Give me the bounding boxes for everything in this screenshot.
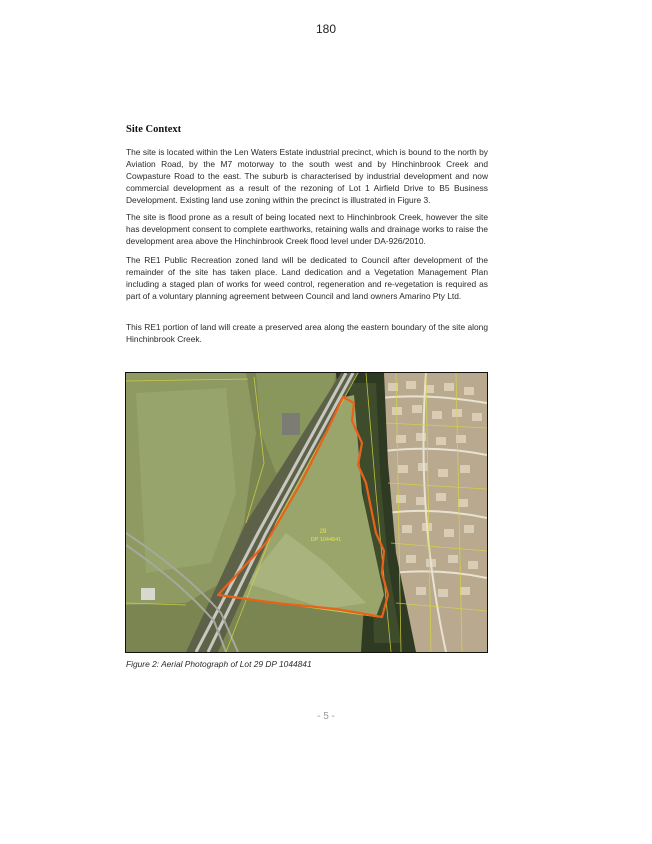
paragraph-1: The site is located within the Len Waters Estate industrial precinct, which is bound to the north by Aviation Road, by the M7 motorway to the south west and by Hinchinbrook Creek and Cowpasture Road to the east. The suburb is characterised by industrial development and now commercial development as a result of the rezoning of Lot 1 Airfield Drive to B5 Business Development. Existing land use zoning within the precinct is illustrated in Figure 3. — [126, 147, 488, 205]
page-footer: - 5 - — [317, 711, 335, 722]
building — [282, 413, 300, 435]
aerial-photograph — [125, 372, 488, 653]
lot-label-dp: DP 1044841 — [310, 537, 342, 543]
paragraph-3: The RE1 Public Recreation zoned land will be dedicated to Council after development of the remainder of the site has taken place. Land dedication and a Vegetation Management Plan including a staged plan of works for weed control, regeneration and re-vegetation is required as part of a voluntary planning agreement between Council and land owners Amarino Pty Ltd. — [126, 255, 488, 301]
lot-label-number: 29 — [319, 529, 327, 535]
section-heading: Site Context — [126, 124, 182, 135]
paragraph-4: This RE1 portion of land will create a preserved area along the eastern boundary of the site along Hinchinbrook Creek. — [126, 322, 488, 344]
building-west — [141, 588, 155, 600]
page-number-top: 180 — [315, 22, 337, 36]
paragraph-2: The site is flood prone as a result of being located next to Hinchinbrook Creek, however the site has development consent to complete earthworks, retaining walls and drainage works to raise the development area above the Hinchinbrook Creek flood level under DA-926/2010. — [126, 212, 488, 246]
figure-caption: Figure 2: Aerial Photograph of Lot 29 DP 1044841 — [126, 659, 312, 669]
aerial-map — [126, 373, 487, 652]
